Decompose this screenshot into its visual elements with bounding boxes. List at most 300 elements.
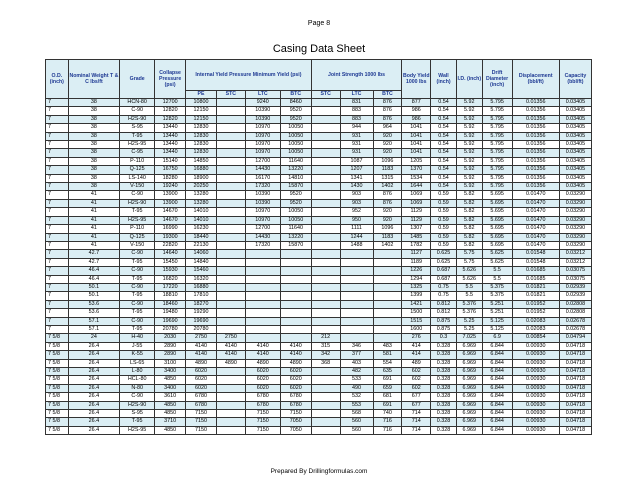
table-cell: LS-140: [120, 174, 155, 182]
table-cell: 9520: [280, 107, 311, 115]
table-cell: 276: [402, 334, 431, 342]
table-cell: 0.75: [431, 292, 457, 300]
table-cell: 14840: [186, 258, 217, 266]
table-cell: 7150: [280, 410, 311, 418]
table-cell: 15930: [155, 267, 186, 275]
table-cell: 26.4: [68, 418, 120, 426]
table-cell: 7: [46, 292, 69, 300]
table-cell: 38: [68, 166, 120, 174]
table-cell: 5.795: [482, 99, 512, 107]
table-cell: 9520: [280, 115, 311, 123]
table-cell: [311, 250, 340, 258]
table-cell: 5.92: [456, 115, 482, 123]
table-row: [46, 368, 592, 376]
table-cell: 5.5: [456, 292, 482, 300]
table-cell: [311, 199, 340, 207]
table-cell: 50.1: [68, 292, 120, 300]
table-cell: [216, 132, 245, 140]
table-cell: 1183: [373, 166, 402, 174]
table-cell: 1041: [402, 141, 431, 149]
table-cell: 41: [68, 199, 120, 207]
table-cell: P-110: [120, 157, 155, 165]
table-cell: 9520: [280, 199, 311, 207]
table-cell: 482: [340, 368, 373, 376]
table-cell: 6.844: [482, 384, 512, 392]
table-cell: 5.25: [456, 317, 482, 325]
table-row: [46, 300, 592, 308]
table-cell: 26.4: [68, 351, 120, 359]
table-cell: 6.969: [456, 384, 482, 392]
table-cell: 11640: [280, 157, 311, 165]
table-cell: 38: [68, 183, 120, 191]
table-row: [46, 199, 592, 207]
table-cell: [245, 309, 280, 317]
table-cell: 0.812: [431, 309, 457, 317]
table-cell: 0.54: [431, 99, 457, 107]
table-cell: 26.4: [68, 401, 120, 409]
table-cell: [311, 309, 340, 317]
table-cell: T-95: [120, 325, 155, 333]
table-cell: 716: [373, 426, 402, 434]
table-cell: 41: [68, 225, 120, 233]
table-cell: 38: [68, 149, 120, 157]
table-cell: 0.54: [431, 107, 457, 115]
table-cell: 10970: [245, 208, 280, 216]
table-cell: [280, 317, 311, 325]
table-cell: [340, 283, 373, 291]
table-cell: 1127: [402, 250, 431, 258]
table-cell: Q-125: [120, 166, 155, 174]
table-cell: 0.01821: [512, 292, 559, 300]
table-cell: 7: [46, 325, 69, 333]
table-cell: 560: [340, 418, 373, 426]
table-cell: [216, 401, 245, 409]
table-cell: 3400: [155, 368, 186, 376]
table-cell: 0.01685: [512, 267, 559, 275]
table-cell: 2750: [216, 334, 245, 342]
table-cell: [340, 317, 373, 325]
table-cell: 12700: [245, 157, 280, 165]
table-cell: 931: [340, 141, 373, 149]
table-cell: 5.82: [456, 208, 482, 216]
table-cell: 10050: [280, 149, 311, 157]
table-cell: 14670: [155, 216, 186, 224]
table-cell: 5.795: [482, 157, 512, 165]
table-cell: 6.969: [456, 401, 482, 409]
table-cell: 0.04718: [559, 376, 591, 384]
table-cell: [311, 300, 340, 308]
table-row: [46, 351, 592, 359]
table-cell: 13280: [186, 191, 217, 199]
table-cell: 5.92: [456, 174, 482, 182]
table-cell: [216, 393, 245, 401]
table-cell: 0.625: [431, 250, 457, 258]
table-cell: C-90: [120, 317, 155, 325]
table-cell: 20780: [186, 325, 217, 333]
table-cell: 7 5/8: [46, 410, 69, 418]
header-wall: Wall (inch): [431, 60, 457, 99]
table-cell: V-150: [120, 183, 155, 191]
table-cell: 0.01356: [512, 183, 559, 191]
table-cell: [216, 208, 245, 216]
table-cell: 14810: [280, 174, 311, 182]
table-row: [46, 418, 592, 426]
table-cell: C-95: [120, 149, 155, 157]
table-cell: 26.4: [68, 376, 120, 384]
table-cell: 920: [373, 149, 402, 157]
table-cell: 1430: [340, 183, 373, 191]
table-cell: 5.625: [482, 258, 512, 266]
table-cell: 13220: [280, 166, 311, 174]
table-cell: 7 5/8: [46, 359, 69, 367]
table-cell: 3610: [155, 393, 186, 401]
table-cell: 18270: [186, 300, 217, 308]
table-cell: [245, 275, 280, 283]
table-cell: 4890: [245, 359, 280, 367]
table-cell: 0.687: [431, 275, 457, 283]
table-cell: 0.03075: [559, 267, 591, 275]
table-cell: 0.04794: [559, 334, 591, 342]
table-cell: 0.01356: [512, 132, 559, 140]
table-cell: 5.795: [482, 115, 512, 123]
table-cell: 6.844: [482, 342, 512, 350]
table-cell: 831: [340, 99, 373, 107]
table-cell: 16750: [155, 166, 186, 174]
table-cell: 10800: [186, 99, 217, 107]
table-cell: 7 5/8: [46, 418, 69, 426]
table-row: [46, 401, 592, 409]
table-cell: [245, 334, 280, 342]
table-cell: H2S-90: [120, 401, 155, 409]
table-cell: 0.01356: [512, 115, 559, 123]
table-cell: [311, 393, 340, 401]
table-cell: 368: [311, 359, 340, 367]
table-cell: 0.687: [431, 267, 457, 275]
table-cell: [216, 225, 245, 233]
table-cell: 10970: [245, 141, 280, 149]
table-cell: 714: [402, 426, 431, 434]
table-cell: 7: [46, 199, 69, 207]
table-cell: 4890: [216, 359, 245, 367]
table-cell: 5.5: [482, 275, 512, 283]
table-cell: 7: [46, 216, 69, 224]
table-cell: 0.59: [431, 233, 457, 241]
table-cell: 1307: [402, 225, 431, 233]
table-cell: 17220: [155, 283, 186, 291]
page-number: Page 8: [307, 20, 331, 27]
table-cell: 346: [340, 342, 373, 350]
table-cell: 0.54: [431, 115, 457, 123]
table-cell: 4140: [280, 342, 311, 350]
table-cell: 4850: [155, 410, 186, 418]
table-cell: 5.375: [482, 292, 512, 300]
table-cell: 10050: [280, 124, 311, 132]
table-cell: 19240: [155, 183, 186, 191]
table-cell: C-90: [120, 250, 155, 258]
table-cell: [340, 309, 373, 317]
table-cell: 16820: [155, 275, 186, 283]
table-cell: 57.1: [68, 325, 120, 333]
table-cell: 0.54: [431, 183, 457, 191]
table-cell: 6.844: [482, 393, 512, 401]
table-cell: [311, 233, 340, 241]
table-cell: 681: [373, 393, 402, 401]
table-cell: [216, 241, 245, 249]
table-cell: [373, 325, 402, 333]
table-cell: 1096: [373, 157, 402, 165]
table-cell: 26.4: [68, 410, 120, 418]
table-cell: S-95: [120, 124, 155, 132]
table-row: [46, 225, 592, 233]
table-cell: 342: [311, 351, 340, 359]
table-cell: 5.82: [456, 233, 482, 241]
table-cell: 7: [46, 309, 69, 317]
table-cell: 483: [373, 342, 402, 350]
table-cell: 1485: [402, 233, 431, 241]
table-cell: 1370: [402, 166, 431, 174]
table-cell: 5.75: [456, 250, 482, 258]
table-cell: 1325: [402, 283, 431, 291]
table-cell: 5.795: [482, 124, 512, 132]
table-cell: C-90: [120, 393, 155, 401]
subheader-joint-btc: BTC: [373, 91, 402, 99]
table-cell: 9520: [280, 191, 311, 199]
table-cell: 0.3: [431, 334, 457, 342]
table-cell: [373, 258, 402, 266]
table-cell: HCL-80: [120, 376, 155, 384]
table-cell: 0.04718: [559, 418, 591, 426]
table-cell: [245, 300, 280, 308]
table-cell: 920: [373, 216, 402, 224]
table-row: [46, 359, 592, 367]
table-cell: 0.04718: [559, 384, 591, 392]
table-cell: 4140: [216, 351, 245, 359]
table-row: [46, 384, 592, 392]
table-cell: [311, 275, 340, 283]
table-cell: [311, 149, 340, 157]
table-cell: T-95: [120, 208, 155, 216]
table-cell: 6.969: [456, 418, 482, 426]
table-cell: 6.969: [456, 351, 482, 359]
table-cell: 0.02808: [559, 300, 591, 308]
header-joint-strength: Joint Strength 1000 lbs: [311, 60, 402, 91]
table-cell: 6.844: [482, 351, 512, 359]
table-cell: LS-65: [120, 359, 155, 367]
table-row: [46, 283, 592, 291]
table-cell: 16170: [245, 174, 280, 182]
table-cell: 6020: [186, 368, 217, 376]
table-cell: 2890: [155, 342, 186, 350]
table-cell: [245, 283, 280, 291]
table-cell: 0.01356: [512, 166, 559, 174]
table-cell: 0.01356: [512, 149, 559, 157]
table-cell: [216, 292, 245, 300]
subheader-joint-stc: STC: [311, 91, 340, 99]
table-cell: 403: [340, 359, 373, 367]
table-cell: [216, 191, 245, 199]
table-cell: 5.82: [456, 241, 482, 249]
table-cell: 18900: [186, 174, 217, 182]
table-cell: 0.625: [431, 258, 457, 266]
table-cell: 3100: [155, 359, 186, 367]
table-cell: 6.844: [482, 426, 512, 434]
table-cell: Q-125: [120, 233, 155, 241]
table-cell: 7.025: [456, 334, 482, 342]
table-cell: N-80: [120, 384, 155, 392]
table-row: [46, 426, 592, 434]
table-cell: 1041: [402, 124, 431, 132]
table-cell: HCN-80: [120, 99, 155, 107]
table-row: [46, 132, 592, 140]
table-cell: 0.04718: [559, 401, 591, 409]
table-cell: [311, 141, 340, 149]
table-cell: [280, 309, 311, 317]
table-cell: 12700: [155, 99, 186, 107]
table-cell: [245, 317, 280, 325]
table-cell: [216, 174, 245, 182]
header-collapse: Collapse Pressure (psi): [155, 60, 186, 99]
table-cell: 602: [402, 384, 431, 392]
table-cell: [216, 216, 245, 224]
table-cell: 0.02083: [512, 317, 559, 325]
table-cell: 7: [46, 99, 69, 107]
table-cell: 635: [373, 368, 402, 376]
table-cell: 0.00930: [512, 359, 559, 367]
header-capacity: Capacity (bbl/ft): [559, 60, 591, 99]
table-cell: 414: [402, 351, 431, 359]
table-cell: V-150: [120, 241, 155, 249]
table-cell: 0.01356: [512, 124, 559, 132]
table-cell: 876: [373, 191, 402, 199]
table-cell: [311, 410, 340, 418]
table-cell: 1421: [402, 300, 431, 308]
table-cell: [311, 115, 340, 123]
table-cell: [311, 325, 340, 333]
table-cell: [311, 292, 340, 300]
table-cell: 986: [402, 107, 431, 115]
table-cell: 17320: [245, 183, 280, 191]
table-cell: 0.812: [431, 300, 457, 308]
table-cell: 5.125: [482, 317, 512, 325]
table-cell: 0.00930: [512, 351, 559, 359]
table-cell: 7: [46, 208, 69, 216]
table-cell: 7: [46, 191, 69, 199]
table-cell: 5.626: [456, 275, 482, 283]
table-cell: 7: [46, 250, 69, 258]
subheader-stc: STC: [216, 91, 245, 99]
table-cell: [340, 267, 373, 275]
table-cell: 7150: [186, 410, 217, 418]
table-cell: T-95: [120, 258, 155, 266]
page-title: Casing Data Sheet: [272, 43, 366, 55]
table-cell: [216, 107, 245, 115]
table-cell: 6.969: [456, 359, 482, 367]
table-cell: 7150: [245, 410, 280, 418]
table-cell: 0.54: [431, 132, 457, 140]
table-cell: 1500: [402, 309, 431, 317]
table-cell: 944: [340, 124, 373, 132]
table-body: [46, 99, 592, 435]
table-cell: 16880: [186, 166, 217, 174]
table-cell: 6020: [245, 376, 280, 384]
table-cell: 4140: [186, 342, 217, 350]
table-cell: 553: [340, 401, 373, 409]
table-cell: 5.695: [482, 216, 512, 224]
table-cell: C-90: [120, 191, 155, 199]
table-cell: 1129: [402, 216, 431, 224]
table-cell: [311, 241, 340, 249]
table-cell: 1087: [340, 157, 373, 165]
header-id: I.D. (inch): [456, 60, 482, 99]
table-cell: 0.03290: [559, 233, 591, 241]
table-cell: H2S-95: [120, 216, 155, 224]
table-cell: 10390: [245, 199, 280, 207]
table-cell: 0.04718: [559, 342, 591, 350]
table-cell: 5.251: [482, 309, 512, 317]
table-cell: 0.03290: [559, 191, 591, 199]
table-cell: 7 5/8: [46, 376, 69, 384]
table-cell: 7 5/8: [46, 384, 69, 392]
table-cell: C-90: [120, 107, 155, 115]
table-cell: [280, 267, 311, 275]
table-cell: 6.844: [482, 410, 512, 418]
table-cell: 6.969: [456, 410, 482, 418]
table-cell: 5.82: [456, 191, 482, 199]
table-cell: 0.328: [431, 384, 457, 392]
header-internal-yield: Internal Yield Pressure Minimum Yield (psi): [186, 60, 312, 91]
table-cell: 15870: [280, 241, 311, 249]
table-cell: 0.01470: [512, 233, 559, 241]
table-cell: [245, 267, 280, 275]
table-cell: 0.01356: [512, 141, 559, 149]
table-cell: 0.328: [431, 368, 457, 376]
table-cell: [311, 401, 340, 409]
header-body-yield: Body Yield 1000 lbs: [402, 60, 431, 99]
table-cell: 0.03290: [559, 225, 591, 233]
table-cell: 5.25: [456, 325, 482, 333]
table-cell: [311, 208, 340, 216]
table-row: [46, 124, 592, 132]
table-cell: 41: [68, 241, 120, 249]
table-cell: 4140: [245, 351, 280, 359]
table-cell: 0.00930: [512, 342, 559, 350]
table-cell: 0.875: [431, 317, 457, 325]
table-cell: [216, 317, 245, 325]
table-cell: 0.01470: [512, 199, 559, 207]
table-cell: 0.01356: [512, 157, 559, 165]
table-cell: 13220: [280, 233, 311, 241]
table-cell: 5.5: [456, 283, 482, 291]
table-cell: 0.328: [431, 342, 457, 350]
table-cell: 0.03405: [559, 99, 591, 107]
table-cell: [373, 309, 402, 317]
table-cell: 1644: [402, 183, 431, 191]
table-cell: 26.4: [68, 384, 120, 392]
table-cell: 14430: [245, 166, 280, 174]
table-cell: 0.00930: [512, 426, 559, 434]
table-cell: 5.92: [456, 157, 482, 165]
table-cell: 7 5/8: [46, 351, 69, 359]
table-cell: 26.4: [68, 393, 120, 401]
table-cell: C-90: [120, 283, 155, 291]
table-cell: 0.00930: [512, 393, 559, 401]
table-cell: 0.03290: [559, 199, 591, 207]
table-cell: T-95: [120, 309, 155, 317]
table-cell: 18460: [155, 300, 186, 308]
header-weight: Nominal Weight T & C lbs/ft: [68, 60, 120, 99]
table-cell: 12700: [245, 225, 280, 233]
table-cell: 3710: [155, 418, 186, 426]
